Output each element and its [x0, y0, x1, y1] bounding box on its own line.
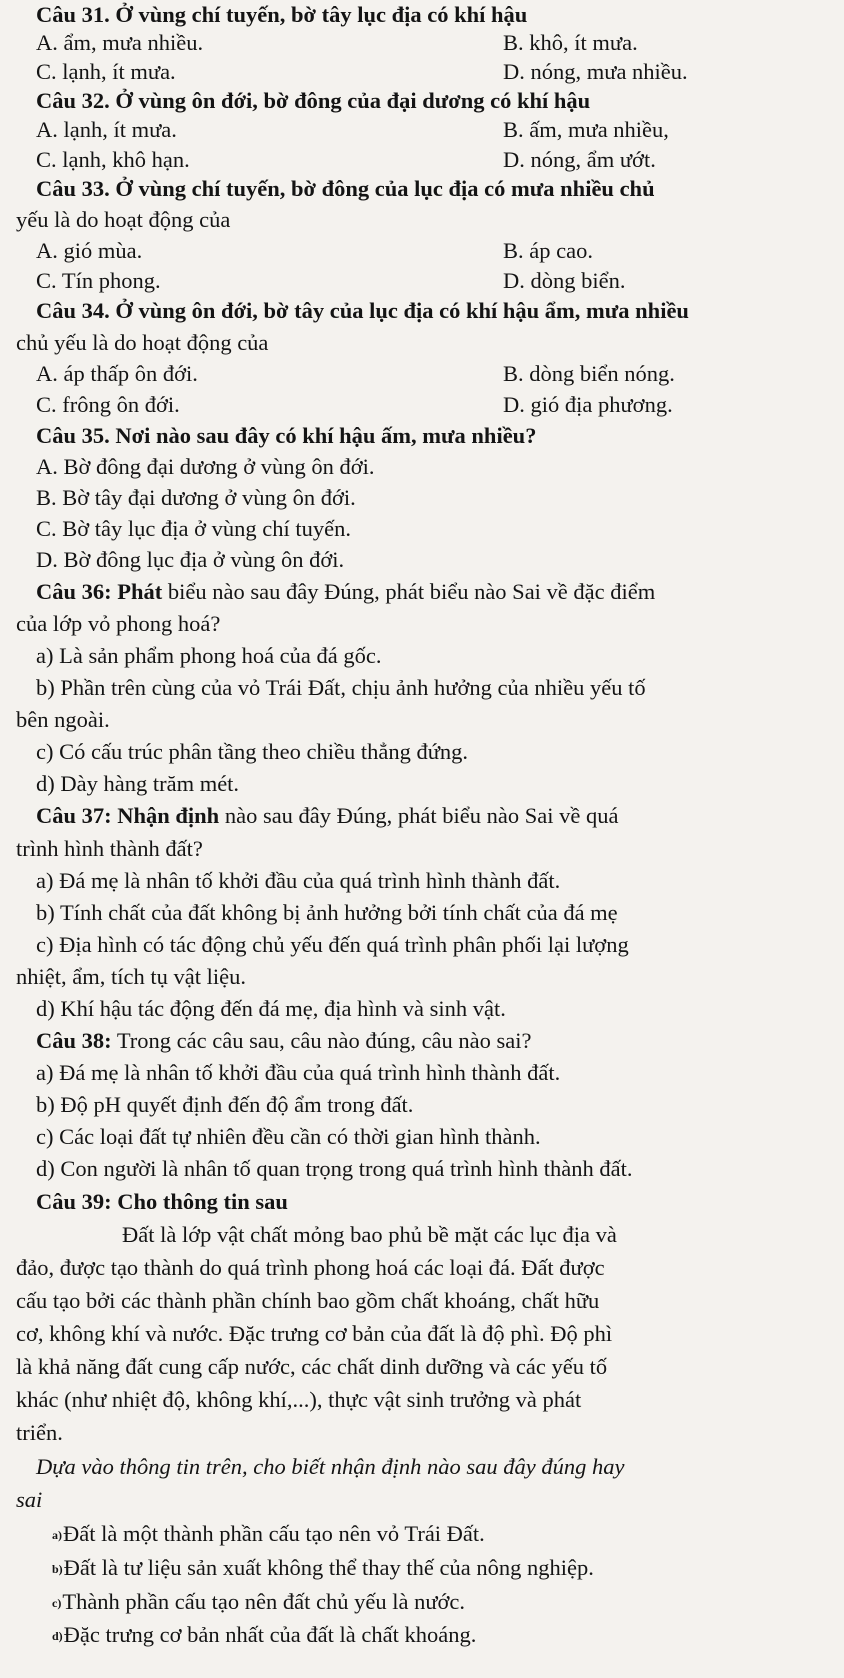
bullet-a: a) [52, 1528, 62, 1542]
question-38-title [0, 1026, 844, 1056]
option-a: A. gió mùa. [36, 238, 143, 263]
question-36-text: biểu nào sau đây Đúng, phát biểu nào Sai về đặc điểm [162, 579, 656, 604]
question-38-statement-b: b) Độ pH quyết định đến độ ẩm trong đất. [36, 1092, 414, 1117]
question-36-title [0, 577, 844, 607]
question-34-title: Câu 34. Ở vùng ôn đới, bờ tây của lục địa có khí hậu ẩm, mưa nhiều [36, 298, 689, 323]
option-b: B. khô, ít mưa. [503, 30, 638, 55]
question-38-label: Câu 38: [36, 1028, 112, 1053]
question-37-statement-b: b) Tính chất của đất không bị ảnh hưởng bởi tính chất của đá mẹ [36, 900, 618, 925]
question-31-options-row-2 [0, 57, 844, 87]
passage-line-4: cơ, không khí và nước. Đặc trưng cơ bản của đất là độ phì. Độ phì [16, 1321, 613, 1346]
question-33-options-row-2 [0, 266, 844, 296]
option-d: D. dòng biển. [503, 268, 626, 293]
question-39-statement-b [0, 1553, 844, 1583]
option-d: D. gió địa phương. [503, 392, 673, 417]
question-35-option-a: A. Bờ đông đại dương ở vùng ôn đới. [36, 454, 375, 479]
question-33-title: Câu 33. Ở vùng chí tuyến, bờ đông của lục địa có mưa nhiều chủ [36, 176, 655, 201]
question-38-statement-d: d) Con người là nhân tố quan trọng trong quá trình hình thành đất. [36, 1156, 633, 1181]
option-c: C. frông ôn đới. [36, 392, 180, 417]
passage-line-6: khác (như nhiệt độ, không khí,...), thực vật sinh trưởng và phát [16, 1387, 582, 1412]
question-39-title: Câu 39: Cho thông tin sau [36, 1189, 288, 1214]
bullet-d: d) [52, 1629, 63, 1643]
option-b: B. dòng biển nóng. [503, 361, 675, 386]
question-37-statement-d: d) Khí hậu tác động đến đá mẹ, địa hình và sinh vật. [36, 996, 506, 1021]
question-37-label: Câu 37: Nhận định [36, 803, 220, 828]
option-d: D. nóng, ẩm ướt. [503, 147, 656, 172]
option-a: A. áp thấp ôn đới. [36, 361, 198, 386]
question-36-statement-b-cont: bên ngoài. [16, 707, 110, 732]
passage-line-2: đảo, được tạo thành do quá trình phong hoá các loại đá. Đất được [16, 1255, 605, 1280]
option-d: D. nóng, mưa nhiều. [503, 59, 688, 84]
question-39-statement-d [0, 1620, 844, 1650]
question-35-option-c: C. Bờ tây lục địa ở vùng chí tuyến. [36, 516, 351, 541]
question-36-statement-b: b) Phần trên cùng của vỏ Trái Đất, chịu ảnh hưởng của nhiều yếu tố [36, 675, 646, 700]
option-b: B. áp cao. [503, 238, 593, 263]
question-35-title: Câu 35. Nơi nào sau đây có khí hậu ấm, mưa nhiều? [36, 423, 537, 448]
question-35-option-d: D. Bờ đông lục địa ở vùng ôn đới. [36, 547, 345, 572]
passage-line-7: triển. [16, 1420, 63, 1445]
question-37-statement-c-cont: nhiệt, ẩm, tích tụ vật liệu. [16, 964, 246, 989]
passage-line-5: là khả năng đất cung cấp nước, các chất dinh dưỡng và các yếu tố [16, 1354, 608, 1379]
question-34-title-cont: chủ yếu là do hoạt động của [16, 330, 269, 355]
question-36-statement-c: c) Có cấu trúc phân tầng theo chiều thẳng đứng. [36, 739, 469, 764]
option-c: C. lạnh, ít mưa. [36, 59, 176, 84]
statement-b-text: Đất là tư liệu sản xuất không thể thay thế của nông nghiệp. [63, 1555, 594, 1580]
option-a: A. ẩm, mưa nhiều. [36, 30, 204, 55]
option-b: B. ấm, mưa nhiều, [503, 117, 669, 142]
question-39-statement-c [0, 1587, 844, 1617]
question-37-text: nào sau đây Đúng, phát biểu nào Sai về quá [219, 803, 619, 828]
question-33-options-row-1 [0, 236, 844, 266]
question-31-options-row-1 [0, 28, 844, 58]
question-36-statement-d: d) Dày hàng trăm mét. [36, 771, 240, 796]
question-36-label: Câu 36: Phát [36, 579, 163, 604]
question-36-title-cont: của lớp vỏ phong hoá? [16, 611, 221, 636]
statement-a-text: Đất là một thành phần cấu tạo nên vỏ Trái Đất. [63, 1521, 485, 1546]
question-32-options-row-2 [0, 145, 844, 175]
question-34-options-row-2 [0, 390, 844, 420]
question-36-statement-a: a) Là sản phẩm phong hoá của đá gốc. [36, 643, 382, 668]
option-c: C. lạnh, khô hạn. [36, 147, 190, 172]
option-c: C. Tín phong. [36, 268, 161, 293]
question-33-title-cont: yếu là do hoạt động của [16, 207, 231, 232]
question-39-prompt: Dựa vào thông tin trên, cho biết nhận định nào sau đây đúng hay [36, 1454, 625, 1479]
question-37-statement-c: c) Địa hình có tác động chủ yếu đến quá trình phân phối lại lượng [36, 932, 629, 957]
question-32-title: Câu 32. Ở vùng ôn đới, bờ đông của đại dương có khí hậu [36, 88, 591, 113]
question-35-option-b: B. Bờ tây đại dương ở vùng ôn đới. [36, 485, 356, 510]
passage-line-1: Đất là lớp vật chất mỏng bao phủ bề mặt các lục địa và [122, 1222, 617, 1247]
statement-d-text: Đặc trưng cơ bản nhất của đất là chất khoáng. [63, 1622, 477, 1647]
question-39-prompt-cont: sai [16, 1487, 43, 1512]
question-39-statement-a [0, 1519, 844, 1549]
passage-line-3: cấu tạo bởi các thành phần chính bao gồm chất khoáng, chất hữu [16, 1288, 600, 1313]
question-37-statement-a: a) Đá mẹ là nhân tố khởi đầu của quá trình hình thành đất. [36, 868, 561, 893]
question-38-statement-c: c) Các loại đất tự nhiên đều cần có thời gian hình thành. [36, 1124, 541, 1149]
question-31-title: Câu 31. Ở vùng chí tuyến, bờ tây lục địa có khí hậu [36, 2, 528, 27]
question-32-options-row-1 [0, 115, 844, 145]
bullet-b: b) [52, 1562, 63, 1576]
question-37-title-cont: trình hình thành đất? [16, 836, 203, 861]
statement-c-text: Thành phần cấu tạo nên đất chủ yếu là nước. [62, 1589, 466, 1614]
question-38-statement-a: a) Đá mẹ là nhân tố khởi đầu của quá trình hình thành đất. [36, 1060, 561, 1085]
bullet-c: c) [52, 1596, 62, 1610]
question-34-options-row-1 [0, 359, 844, 389]
question-37-title [0, 801, 844, 831]
option-a: A. lạnh, ít mưa. [36, 117, 177, 142]
question-38-text: Trong các câu sau, câu nào đúng, câu nào sai? [111, 1028, 532, 1053]
